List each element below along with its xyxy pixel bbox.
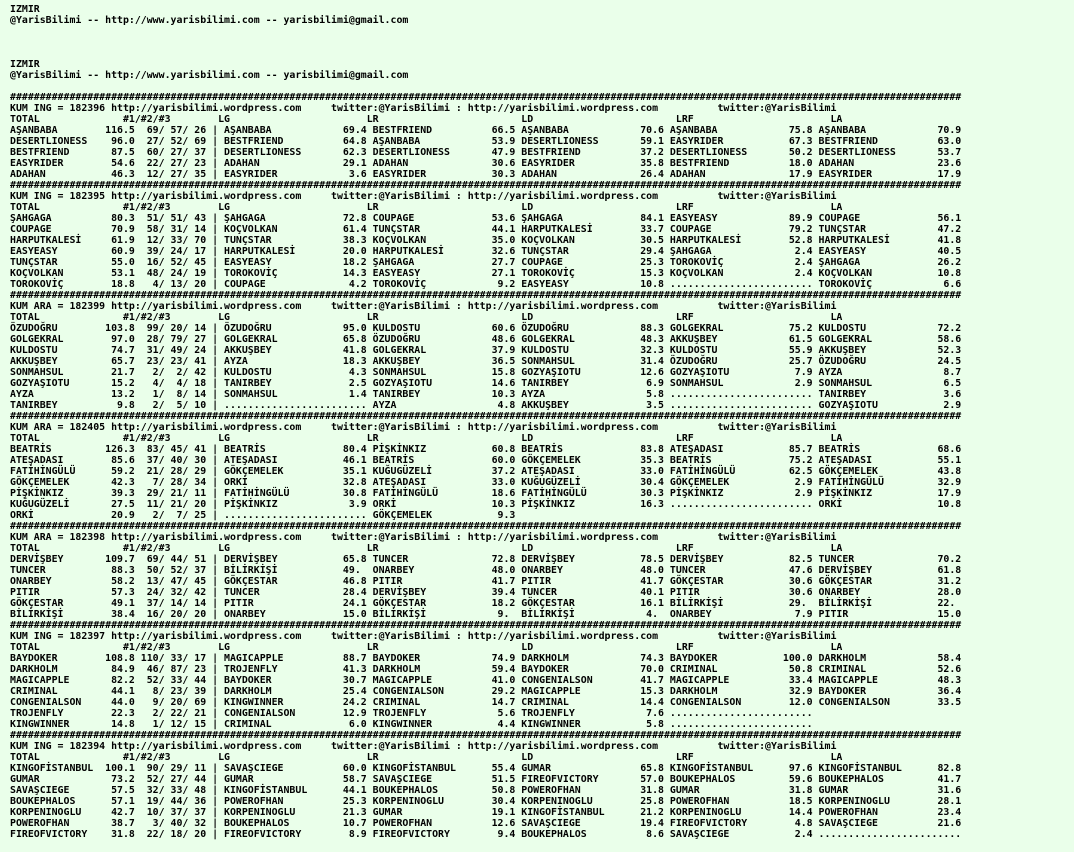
text-line: FATİHİNGÜLÜ 59.2 21/ 28/ 29 | GÖKÇEMELEK 35.1 KUĞUGÜZELİ 37.2 ATEŞADASI 33.0 FATİHİNGÜLÜ 62.5 GÖKÇEMELEK 43.8 [10, 466, 962, 477]
separator-line: ################################################################################################################################################################ [10, 180, 962, 191]
separator-line: ################################################################################################################################################################ [10, 290, 962, 301]
column-header-line: TOTAL #1/#2/#3 LG LR LD LRF LA [10, 543, 843, 554]
column-header-line: TOTAL #1/#2/#3 LG LR LD LRF LA [10, 752, 843, 763]
text-line: AŞANBABA 116.5 69/ 57/ 26 | AŞANBABA 69.4 BESTFRIEND 66.5 AŞANBABA 70.6 AŞANBABA 75.8 AŞANBABA 70.9 [10, 125, 962, 136]
text-line: GOZYAŞIOTU 15.2 4/ 4/ 18 | TANIRBEY 2.5 GOZYAŞIOTU 14.6 TANIRBEY 6.9 SONMAHSUL 2.9 SONMAHSUL 6.5 [10, 378, 962, 389]
text-line: GÖKÇESTAR 49.1 37/ 14/ 14 | PITIR 24.1 GÖKÇESTAR 18.2 GÖKÇESTAR 16.1 BİLİRKİŞİ 29. BİLİRKİŞİ 22. [10, 598, 956, 609]
text-line: IZMIR [10, 59, 40, 70]
text-line: CONGENIALSON 44.0 9/ 20/ 69 | KINGWINNER 24.2 CRIMINAL 14.7 CRIMINAL 14.4 CONGENIALSON 12.0 CONGENIALSON 33.5 [10, 697, 962, 708]
text-line: @YarisBilimi -- http://www.yarisbilimi.com -- yarisbilimi@gmail.com [10, 15, 409, 26]
column-header-line: TOTAL #1/#2/#3 LG LR LD LRF LA [10, 433, 843, 444]
separator-line: ################################################################################################################################################################ [10, 411, 962, 422]
text-line: EASYEASY 60.9 39/ 24/ 17 | HARPUTKALESİ 20.0 HARPUTKALESİ 32.6 TUNÇSTAR 29.4 ŞAHGAGA 2.4 EASYEASY 40.5 [10, 246, 962, 257]
separator-line: ################################################################################################################################################################ [10, 730, 962, 741]
text-line: TROJENFLY 22.3 2/ 22/ 21 | CONGENIALSON 12.9 TROJENFLY 5.6 TROJENFLY 7.6 ........................ [10, 708, 813, 719]
race-header-line: KUM ARA = 182405 http://yarisbilimi.wordpress.com twitter:@YarisBilimi : http://yarisbilimi.wordpress.com twitter:@YarisBilimi [10, 422, 837, 433]
separator-line: ################################################################################################################################################################ [10, 521, 962, 532]
text-line: KINGWINNER 14.8 1/ 12/ 15 | CRIMINAL 6.0 KINGWINNER 4.4 KINGWINNER 5.8 ........................ [10, 719, 813, 730]
blank-line [10, 37, 1074, 48]
text-line: BESTFRIEND 87.5 60/ 27/ 37 | DESERTLIONESS 62.3 DESERTLIONESS 47.9 BESTFRIEND 37.2 DESERTLIONESS 50.2 DESERTLIONESS 53.7 [10, 147, 962, 158]
text-line: BİLİRKİŞİ 38.4 16/ 20/ 20 | ONARBEY 15.0 BİLİRKİŞİ 9. BİLİRKİŞİ 4. ONARBEY 7.9 PITIR 15.0 [10, 609, 962, 620]
column-header-line: TOTAL #1/#2/#3 LG LR LD LRF LA [10, 114, 843, 125]
text-line: PITIR 57.3 24/ 32/ 42 | TUNCER 28.4 DERVİŞBEY 39.4 TUNCER 40.1 PITIR 30.6 ONARBEY 28.0 [10, 587, 962, 598]
text-line: DERVİŞBEY 109.7 69/ 44/ 51 | DERVİŞBEY 65.8 TUNCER 72.8 DERVİŞBEY 78.5 DERVİŞBEY 82.5 TUNCER 70.2 [10, 554, 962, 565]
text-line: KULDOSTU 74.7 31/ 49/ 24 | AKKUŞBEY 41.8 GOLGEKRAL 37.9 KULDOSTU 32.3 KULDOSTU 55.9 AKKUŞBEY 52.3 [10, 345, 962, 356]
race-header-line: KUM ING = 182397 http://yarisbilimi.wordpress.com twitter:@YarisBilimi : http://yarisbilimi.wordpress.com twitter:@YarisBilimi [10, 631, 837, 642]
blank-line [10, 26, 1074, 37]
text-line: KORPENINOGLU 42.7 10/ 37/ 37 | KORPENINOGLU 21.3 GUMAR 19.1 KINGOFİSTANBUL 21.2 KORPENINOGLU 14.4 POWEROFHAN 23.4 [10, 807, 962, 818]
text-line: ŞAHGAGA 80.3 51/ 51/ 43 | ŞAHGAGA 72.8 COUPAGE 53.6 ŞAHGAGA 84.1 EASYEASY 89.9 COUPAGE 56.1 [10, 213, 962, 224]
text-line: KINGOFİSTANBUL 100.1 90/ 29/ 11 | SAVAŞCIEGE 60.0 KINGOFİSTANBUL 55.4 GUMAR 65.8 KINGOFİSTANBUL 97.6 KINGOFİSTANBUL 82.8 [10, 763, 962, 774]
separator-line: ################################################################################################################################################################ [10, 92, 962, 103]
text-line: AYZA 13.2 1/ 8/ 14 | SONMAHSUL 1.4 TANIRBEY 10.3 AYZA 5.8 ........................ TANIRBEY 3.6 [10, 389, 962, 400]
text-line: KUĞUGÜZELİ 27.5 11/ 21/ 20 | PİŞKİNKIZ 3.9 ORKİ 10.3 PİŞKİNKIZ 16.3 ........................ ORKİ 10.8 [10, 499, 962, 510]
race-header-line: KUM ARA = 182399 http://yarisbilimi.wordpress.com twitter:@YarisBilimi : http://yarisbilimi.wordpress.com twitter:@YarisBilimi [10, 301, 837, 312]
text-line: IZMIR [10, 4, 40, 15]
text-line: GÖKÇEMELEK 42.3 7/ 28/ 34 | ORKİ 32.8 ATEŞADASI 33.0 KUĞUGÜZELİ 30.4 GÖKÇEMELEK 2.9 FATİHİNGÜLÜ 32.9 [10, 477, 962, 488]
text-line: POWEROFHAN 38.7 3/ 40/ 32 | BOUKEPHALOS 10.7 POWEROFHAN 12.6 SAVAŞCIEGE 19.4 FIREOFVICTORY 4.8 SAVAŞCIEGE 21.6 [10, 818, 962, 829]
text-line: BOUKEPHALOS 57.1 19/ 44/ 36 | POWEROFHAN 25.3 KORPENINOGLU 30.4 KORPENINOGLU 25.8 POWEROFHAN 18.5 KORPENINOGLU 28.1 [10, 796, 962, 807]
column-header-line: TOTAL #1/#2/#3 LG LR LD LRF LA [10, 202, 843, 213]
blank-line [10, 81, 1074, 92]
text-line: TUNCER 88.3 50/ 52/ 37 | BİLİRKİŞİ 49. ONARBEY 48.0 ONARBEY 48.0 TUNCER 47.6 DERVİŞBEY 61.8 [10, 565, 962, 576]
text-line: BAYDOKER 108.8 110/ 33/ 17 | MAGICAPPLE 88.7 BAYDOKER 74.9 DARKHOLM 74.3 BAYDOKER 100.0 DARKHOLM 58.4 [10, 653, 962, 664]
race-header-line: KUM ING = 182395 http://yarisbilimi.wordpress.com twitter:@YarisBilimi : http://yarisbilimi.wordpress.com twitter:@YarisBilimi [10, 191, 837, 202]
text-line: ONARBEY 58.2 13/ 47/ 45 | GÖKÇESTAR 46.8 PITIR 41.7 PITIR 41.7 GÖKÇESTAR 30.6 GÖKÇESTAR 31.2 [10, 576, 962, 587]
text-line: TUNÇSTAR 55.0 16/ 52/ 45 | EASYEASY 18.2 ŞAHGAGA 27.7 COUPAGE 25.3 TOROKOVİÇ 2.4 ŞAHGAGA 26.2 [10, 257, 962, 268]
text-line: DARKHOLM 84.9 46/ 87/ 23 | TROJENFLY 41.3 DARKHOLM 59.4 BAYDOKER 70.0 CRIMINAL 50.8 CRIMINAL 52.6 [10, 664, 962, 675]
race-header-line: KUM ARA = 182398 http://yarisbilimi.wordpress.com twitter:@YarisBilimi : http://yarisbilimi.wordpress.com twitter:@YarisBilimi [10, 532, 837, 543]
separator-line: ################################################################################################################################################################ [10, 620, 962, 631]
blank-line [10, 48, 1074, 59]
race-header-line: KUM ING = 182396 http://yarisbilimi.wordpress.com twitter:@YarisBilimi : http://yarisbilimi.wordpress.com twitter:@YarisBilimi [10, 103, 837, 114]
text-line: ATEŞADASI 85.6 37/ 40/ 30 | ATEŞADASI 46.1 BEATRİS 60.0 GÖKÇEMELEK 35.3 BEATRİS 75.2 ATEŞADASI 55.1 [10, 455, 962, 466]
text-line: KOÇVOLKAN 53.1 48/ 24/ 19 | TOROKOVİÇ 14.3 EASYEASY 27.1 TOROKOVİÇ 15.3 KOÇVOLKAN 2.4 KOÇVOLKAN 10.8 [10, 268, 962, 279]
text-line: EASYRIDER 54.6 22/ 27/ 23 | ADAHAN 29.1 ADAHAN 30.6 EASYRIDER 35.8 BESTFRIEND 18.0 ADAHAN 23.6 [10, 158, 962, 169]
text-line: SAVAŞCIEGE 57.5 32/ 33/ 48 | KINGOFİSTANBUL 44.1 BOUKEPHALOS 50.8 POWEROFHAN 31.8 GUMAR 31.8 GUMAR 31.6 [10, 785, 962, 796]
text-line: COUPAGE 70.9 58/ 31/ 14 | KOÇVOLKAN 61.4 TUNÇSTAR 44.1 HARPUTKALESİ 33.7 COUPAGE 79.2 TUNÇSTAR 47.2 [10, 224, 962, 235]
text-line: HARPUTKALESİ 61.9 12/ 33/ 70 | TUNÇSTAR 38.3 KOÇVOLKAN 35.0 KOÇVOLKAN 30.5 HARPUTKALESİ 52.8 HARPUTKALESİ 41.8 [10, 235, 962, 246]
text-line: GOLGEKRAL 97.0 28/ 79/ 27 | GOLGEKRAL 65.8 ÖZUDOĞRU 48.6 GOLGEKRAL 48.3 AKKUŞBEY 61.5 GOLGEKRAL 58.6 [10, 334, 962, 345]
text-line: FIREOFVICTORY 31.8 22/ 18/ 20 | FIREOFVICTORY 8.9 FIREOFVICTORY 9.4 BOUKEPHALOS 8.6 SAVAŞCIEGE 2.4 ........................ [10, 829, 962, 840]
text-line: @YarisBilimi -- http://www.yarisbilimi.com -- yarisbilimi@gmail.com [10, 70, 409, 81]
text-line: ORKİ 20.9 2/ 7/ 25 | ........................ GÖKÇEMELEK 9.3 [10, 510, 516, 521]
text-line: BEATRİS 126.3 83/ 45/ 41 | BEATRİS 80.4 PİŞKİNKIZ 60.8 BEATRİS 83.8 ATEŞADASI 85.7 BEATRİS 68.6 [10, 444, 962, 455]
race-header-line: KUM ING = 182394 http://yarisbilimi.wordpress.com twitter:@YarisBilimi : http://yarisbilimi.wordpress.com twitter:@YarisBilimi [10, 741, 837, 752]
text-line: AKKUŞBEY 65.7 23/ 23/ 41 | AYZA 18.3 AKKUŞBEY 36.5 SONMAHSUL 31.4 ÖZUDOĞRU 25.7 ÖZUDOĞRU 24.5 [10, 356, 962, 367]
text-line: TOROKOVİÇ 18.8 4/ 13/ 20 | COUPAGE 4.2 TOROKOVİÇ 9.2 EASYEASY 10.8 ........................ TOROKOVİÇ 6.6 [10, 279, 962, 290]
text-line: MAGICAPPLE 82.2 52/ 33/ 44 | BAYDOKER 30.7 MAGICAPPLE 41.0 CONGENIALSON 41.7 MAGICAPPLE 33.4 MAGICAPPLE 48.3 [10, 675, 962, 686]
text-line: ADAHAN 46.3 12/ 27/ 35 | EASYRIDER 3.6 EASYRIDER 30.3 ADAHAN 26.4 ADAHAN 17.9 EASYRIDER 17.9 [10, 169, 962, 180]
text-line: GUMAR 73.2 52/ 27/ 44 | GUMAR 58.7 SAVAŞCIEGE 51.5 FIREOFVICTORY 57.0 BOUKEPHALOS 59.6 BOUKEPHALOS 41.7 [10, 774, 962, 785]
column-header-line: TOTAL #1/#2/#3 LG LR LD LRF LA [10, 312, 843, 323]
text-line: SONMAHSUL 21.7 2/ 2/ 42 | KULDOSTU 4.3 SONMAHSUL 15.8 GOZYAŞIOTU 12.6 GOZYAŞIOTU 7.9 AYZA 8.7 [10, 367, 962, 378]
text-line: CRIMINAL 44.1 8/ 23/ 39 | DARKHOLM 25.4 CONGENIALSON 29.2 MAGICAPPLE 15.3 DARKHOLM 32.9 BAYDOKER 36.4 [10, 686, 962, 697]
column-header-line: TOTAL #1/#2/#3 LG LR LD LRF LA [10, 642, 843, 653]
text-line: DESERTLIONESS 96.0 27/ 52/ 69 | BESTFRIEND 64.8 AŞANBABA 53.9 DESERTLIONESS 59.1 EASYRIDER 67.3 BESTFRIEND 63.0 [10, 136, 962, 147]
text-line: ÖZUDOĞRU 103.8 99/ 20/ 14 | ÖZUDOĞRU 95.0 KULDOSTU 60.6 ÖZUDOĞRU 88.3 GOLGEKRAL 75.2 KULDOSTU 72.2 [10, 323, 962, 334]
text-line: TANIRBEY 9.8 2/ 5/ 10 | ........................ AYZA 4.8 AKKUŞBEY 3.5 ........................ GOZYAŞIOTU 2.9 [10, 400, 962, 411]
text-line: PİŞKİNKIZ 39.3 29/ 21/ 11 | FATİHİNGÜLÜ 30.8 FATİHİNGÜLÜ 18.6 FATİHİNGÜLÜ 30.3 PİŞKİNKIZ 2.9 PİŞKİNKIZ 17.9 [10, 488, 962, 499]
